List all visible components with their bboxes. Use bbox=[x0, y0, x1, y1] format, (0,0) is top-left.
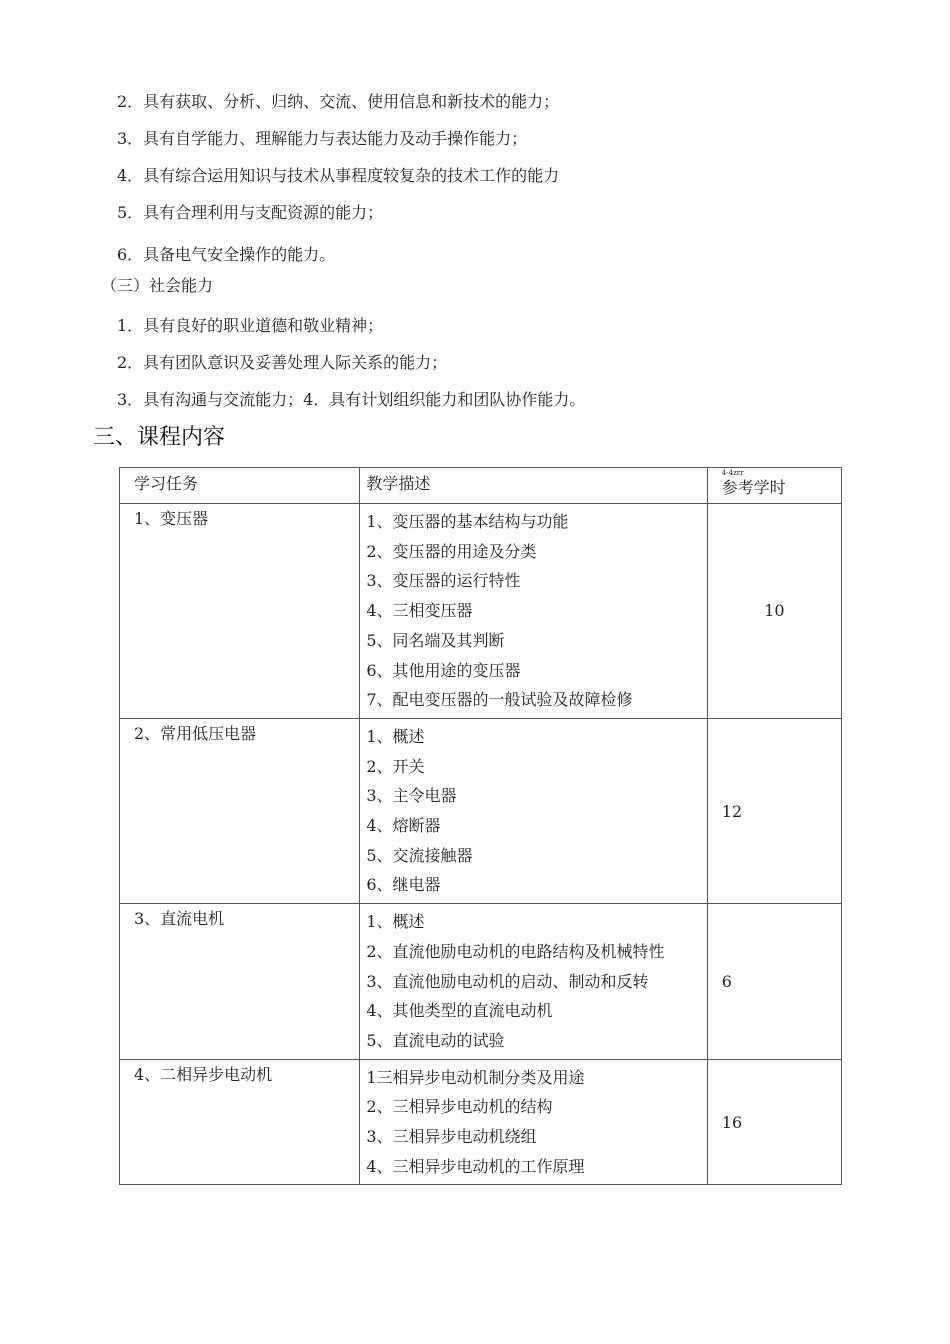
table-row bbox=[120, 904, 842, 1060]
ability-item: 3．具有自学能力、理解能力与表达能力及动手操作能力； bbox=[117, 129, 528, 148]
description-item: 7、配电变压器的一般试验及故障检修 bbox=[366, 690, 633, 710]
description-cell bbox=[360, 504, 707, 719]
hours-value: 16 bbox=[721, 1112, 743, 1132]
description-item: 3、变压器的运行特性 bbox=[366, 571, 521, 591]
hours-cell bbox=[707, 904, 841, 1060]
course-content-table bbox=[119, 467, 842, 1185]
header-hours bbox=[707, 468, 841, 504]
ability-item: 2．具有团队意识及妥善处理人际关系的能力； bbox=[117, 353, 448, 372]
task-label: 4、二相异步电动机 bbox=[134, 1064, 273, 1084]
table-header-row bbox=[120, 468, 842, 504]
ability-item: 6．具备电气安全操作的能力。 bbox=[117, 245, 336, 264]
description-item: 4、其他类型的直流电动机 bbox=[366, 1001, 553, 1021]
hours-cell bbox=[707, 1059, 841, 1185]
header-hours-label: 参考学时 bbox=[721, 478, 786, 497]
description-item: 2、直流他励电动机的电路结构及机械特性 bbox=[366, 941, 665, 961]
description-item: 1、概述 bbox=[366, 912, 425, 932]
description-item: 2、三相异步电动机的结构 bbox=[366, 1097, 553, 1117]
ability-item: 3．具有沟通与交流能力；4．具有计划组织能力和团队协作能力。 bbox=[117, 390, 586, 409]
description-item: 6、其他用途的变压器 bbox=[366, 660, 521, 680]
task-cell bbox=[120, 1059, 360, 1185]
task-cell bbox=[120, 904, 360, 1060]
task-cell bbox=[120, 718, 360, 903]
description-item: 1、概述 bbox=[366, 726, 425, 746]
description-item: 6、继电器 bbox=[366, 875, 441, 895]
description-item: 5、直流电动的试验 bbox=[366, 1030, 505, 1050]
header-description-label: 教学描述 bbox=[366, 474, 431, 493]
table-row bbox=[120, 504, 842, 719]
header-task-label: 学习任务 bbox=[134, 474, 199, 493]
hours-value: 12 bbox=[721, 801, 743, 821]
social-abilities-heading: （三）社会能力 bbox=[101, 276, 214, 295]
description-item: 1、变压器的基本结构与功能 bbox=[366, 512, 569, 531]
table-row bbox=[120, 718, 842, 903]
description-item: 3、三相异步电动机绕组 bbox=[366, 1127, 537, 1147]
description-item: 5、交流接触器 bbox=[366, 845, 473, 865]
header-task bbox=[120, 468, 360, 504]
section-title: 三、课程内容 bbox=[93, 425, 226, 450]
description-cell bbox=[360, 1059, 707, 1185]
description-cell bbox=[360, 904, 707, 1060]
hours-cell bbox=[707, 504, 841, 719]
ability-item: 5．具有合理利用与支配资源的能力； bbox=[117, 203, 384, 222]
description-item: 2、开关 bbox=[366, 756, 425, 776]
hours-value: 10 bbox=[764, 601, 785, 621]
description-item: 4、熔断器 bbox=[366, 816, 441, 836]
ability-item: 4．具有综合运用知识与技术从事程度较复杂的技术工作的能力 bbox=[117, 166, 560, 185]
description-item: 1三相异步电动机制分类及用途 bbox=[366, 1067, 585, 1087]
description-item: 5、同名端及其判断 bbox=[366, 630, 505, 650]
hours-cell bbox=[707, 718, 841, 903]
task-label: 3、直流电机 bbox=[134, 909, 225, 929]
description-item: 4、三相异步电动机的工作原理 bbox=[366, 1156, 585, 1176]
description-item: 3、直流他励电动机的启动、制动和反转 bbox=[366, 971, 649, 991]
description-cell bbox=[360, 718, 707, 903]
description-item: 2、变压器的用途及分类 bbox=[366, 541, 537, 561]
description-item: 4、三相变压器 bbox=[366, 601, 473, 621]
ability-item: 1．具有良好的职业道德和敬业精神； bbox=[117, 316, 384, 335]
header-description bbox=[360, 468, 707, 504]
hours-value: 6 bbox=[721, 971, 732, 991]
description-item: 3、主令电器 bbox=[366, 786, 457, 806]
table-row bbox=[120, 1059, 842, 1185]
task-label: 1、变压器 bbox=[134, 509, 209, 528]
header-hours-note: 4-4zrr bbox=[721, 469, 744, 477]
ability-item: 2．具有获取、分析、归纳、交流、使用信息和新技术的能力； bbox=[117, 92, 560, 111]
task-cell bbox=[120, 504, 360, 719]
task-label: 2、常用低压电器 bbox=[134, 723, 257, 743]
